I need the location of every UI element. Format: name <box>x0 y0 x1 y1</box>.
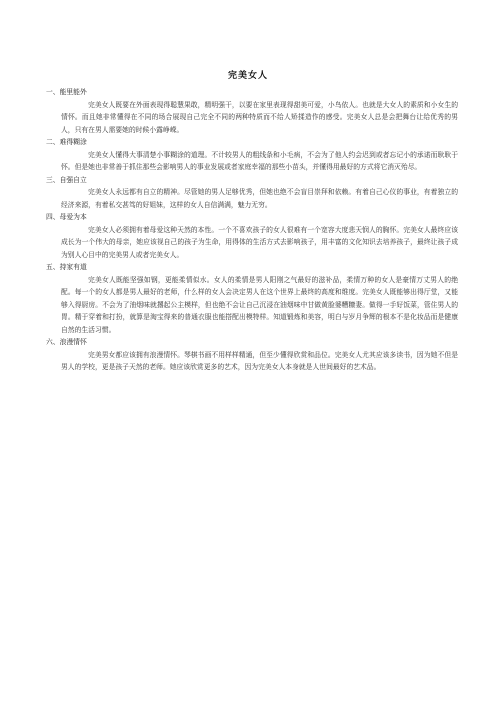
section-4 <box>46 211 458 261</box>
section-paragraph: 完美女人永远都有自立的精神。尽管她的男人足够优秀，但她也绝不会盲目崇拜和依赖。有着自己心仪的事业，有着独立的经济来源，有着私交甚笃的好姐妹，这样的女人自信满满，魅力无穷。 <box>61 188 458 209</box>
section-paragraph: 完美男女都应该拥有浪漫情怀。琴棋书画不用样样精通，但至少懂得欣赏和品位。完美女人尤其应该多读书，因为她不但是男人的学校，更是孩子天然的老师。她应该欣赏更多的艺术，因为完美女人本身就是人世间最好的艺术品。 <box>61 350 458 371</box>
section-2 <box>46 136 458 174</box>
section-heading: 一、能里能外 <box>46 88 87 96</box>
section-heading: 三、自强自立 <box>46 175 87 184</box>
document-title: 完美女人 <box>227 71 268 81</box>
section-heading: 四、母爱为本 <box>46 213 87 221</box>
section-heading: 五、持家有道 <box>46 263 87 271</box>
section-paragraph: 完美女人既能坚强如钢，更能柔情似水。女人的柔情是男人阳刚之气最好的滋补品，柔情万种的女人是豪情万丈男人的绝配。每一个的女人都是男人最好的老师，什么样的女人会决定男人在这个世界上最终的高度和维度。完美女人既能够出得厅堂，又能够入得厨房。不会为了油烟味就撂起公主模样，但也绝不会让自己沉浸在油烟味中甘做黄脸婆糟糠妻。做得一手好饭菜，管住男人的胃。精于穿着和打扮，就算是淘宝得来的普通衣服也能搭配出模特样。知道锻炼和美容，明白与岁月争辉的根本不是化妆品而是健康自然的生活习惯。 <box>61 275 458 334</box>
section-heading: 二、难得糊涂 <box>46 138 87 146</box>
section-paragraph: 完美女人懂得大事清楚小事糊涂的道理。不计较男人的粗线条和小毛病，不会为了他人约会迟到或者忘记小的承诺而耿耿于怀。但是她也非常善于抓住那些会影响男人的事业发展或者家庭幸福的那些小苗头，并懂得用最好的方式将它消灭殆尽。 <box>61 150 458 171</box>
section-paragraph: 完美女人必须拥有着母爱这种天然的本性。一个不喜欢孩子的女人很难有一个宽容大度悲天悯人的胸怀。完美女人最终应该成长为一个伟大的母亲，她应该视自己的孩子为生命，用得体的生活方式去影响孩子，用丰富的文化知识去培养孩子，最终让孩子成为别人心目中的完美男人或者完美女人。 <box>61 225 458 259</box>
section-6 <box>46 336 458 374</box>
document-body <box>46 86 458 374</box>
section-3 <box>46 174 458 212</box>
section-1 <box>46 86 458 136</box>
section-heading: 六、浪漫情怀 <box>46 338 87 346</box>
section-paragraph: 完美女人既要在外面表现得聪慧果敢，精明强干，以要在家里表现得甜美可爱，小鸟依人。也就是大女人的素质和小女生的情怀。而且她非常懂得在不同的场合展现自己完全不同的两种特质而不给人矫揉造作的感受。完美女人总是会把舞台让给优秀的男人，只有在男人需要她的时候小露峥嵘。 <box>61 100 458 134</box>
section-5 <box>46 261 458 336</box>
